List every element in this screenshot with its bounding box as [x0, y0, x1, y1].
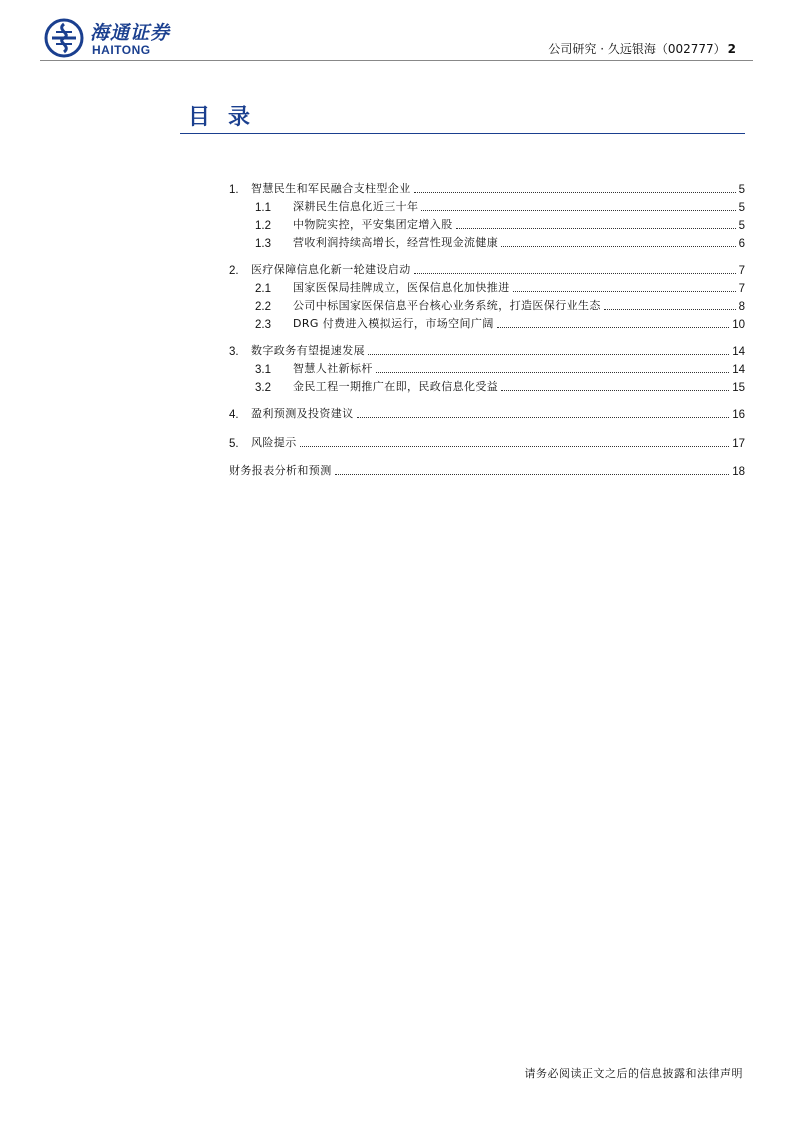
toc-entry-number: 2.2	[255, 301, 271, 313]
toc-entry-page: 17	[732, 438, 745, 450]
toc-leader-dots	[497, 326, 729, 328]
toc-entry-label: 营收利润持续高增长，经营性现金流健康	[293, 236, 499, 249]
header-page-number: 2	[727, 42, 736, 56]
toc-entry-number: 2.1	[255, 283, 271, 295]
toc-entry[interactable]	[229, 180, 745, 196]
toc-leader-dots	[456, 227, 736, 229]
toc-entry[interactable]	[229, 342, 745, 358]
report-header-info	[548, 40, 736, 57]
toc-entry[interactable]	[229, 234, 745, 250]
toc-leader-dots	[300, 445, 730, 447]
toc-leader-dots	[414, 272, 736, 274]
company-logo	[44, 16, 214, 60]
toc-entry-number: 2.3	[255, 319, 271, 331]
toc-entry[interactable]	[229, 405, 745, 421]
toc-leader-dots	[421, 209, 735, 211]
toc-leader-dots	[604, 308, 736, 310]
toc-entry[interactable]	[229, 279, 745, 295]
toc-entry-number: 5.	[229, 438, 239, 450]
toc-entry-label: 智慧人社新标杆	[293, 362, 373, 375]
toc-entry-page: 8	[738, 301, 745, 313]
toc-entry-page: 5	[738, 184, 745, 196]
toc-entry-number: 3.2	[255, 382, 271, 394]
toc-entry-label: 金民工程一期推广在即，民政信息化受益	[293, 380, 499, 393]
toc-leader-dots	[368, 353, 729, 355]
toc-entry-label: 数字政务有望提速发展	[251, 344, 365, 357]
toc-entry-page: 7	[738, 283, 745, 295]
toc-entry-label: 医疗保障信息化新一轮建设启动	[251, 263, 411, 276]
report-info: 公司研究 · 久远银海（002777）	[548, 42, 726, 56]
haitong-logo-icon	[44, 18, 84, 58]
toc-entry-label: 风险提示	[251, 436, 297, 449]
toc-entry-number: 3.	[229, 346, 239, 358]
toc-entry[interactable]	[229, 434, 745, 450]
toc-entry[interactable]	[229, 198, 745, 214]
toc-entry-page: 5	[738, 220, 745, 232]
toc-leader-dots	[501, 389, 729, 391]
toc-entry-number: 1.	[229, 184, 239, 196]
toc-entry-label: 财务报表分析和预测	[229, 464, 332, 477]
toc-entry-number: 2.	[229, 265, 239, 277]
toc-leader-dots	[335, 473, 730, 475]
toc-entry-page: 18	[732, 466, 745, 478]
toc-entry-page: 14	[732, 364, 745, 376]
toc-entry-label: 公司中标国家医保信息平台核心业务系统，打造医保行业生态	[293, 299, 601, 312]
toc-entry-page: 6	[738, 238, 745, 250]
toc-leader-dots	[513, 290, 736, 292]
toc-entry-label: 盈利预测及投资建议	[251, 407, 354, 420]
logo-english-name: HAITONG	[92, 43, 151, 57]
toc-entry[interactable]	[229, 297, 745, 313]
toc-entry-page: 10	[732, 319, 745, 331]
toc-leader-dots	[414, 191, 736, 193]
toc-entry[interactable]	[229, 315, 745, 331]
toc-entry-label: 深耕民生信息化近三十年	[293, 200, 419, 213]
toc-entry[interactable]	[229, 360, 745, 376]
toc-entry-label: DRG 付费进入模拟运行，市场空间广阔	[293, 317, 494, 330]
toc-entry-label: 国家医保局挂牌成立，医保信息化加快推进	[293, 281, 510, 294]
toc-leader-dots	[501, 245, 735, 247]
legal-disclaimer: 请务必阅读正文之后的信息披露和法律声明	[524, 1067, 743, 1080]
toc-title: 目录	[188, 105, 269, 130]
toc-entry-page: 15	[732, 382, 745, 394]
toc-leader-dots	[357, 416, 730, 418]
header-divider	[40, 60, 753, 61]
toc-entry[interactable]	[229, 378, 745, 394]
logo-chinese-name: 海通证券	[90, 22, 171, 44]
toc-entry-label: 中物院实控，平安集团定增入股	[293, 218, 453, 231]
toc-title-divider	[180, 133, 745, 134]
toc-entry-page: 5	[738, 202, 745, 214]
toc-entry-number: 3.1	[255, 364, 271, 376]
toc-leader-dots	[376, 371, 729, 373]
toc-entry[interactable]	[229, 216, 745, 232]
toc-entry-page: 16	[732, 409, 745, 421]
toc-entry[interactable]	[229, 261, 745, 277]
toc-entry-page: 14	[732, 346, 745, 358]
toc-entry[interactable]	[229, 462, 745, 478]
toc-entry-number: 1.1	[255, 202, 271, 214]
toc-entry-label: 智慧民生和军民融合支柱型企业	[251, 182, 411, 195]
toc-entry-number: 1.3	[255, 238, 271, 250]
toc-entry-page: 7	[738, 265, 745, 277]
toc-entry-number: 1.2	[255, 220, 271, 232]
toc-entry-number: 4.	[229, 409, 239, 421]
